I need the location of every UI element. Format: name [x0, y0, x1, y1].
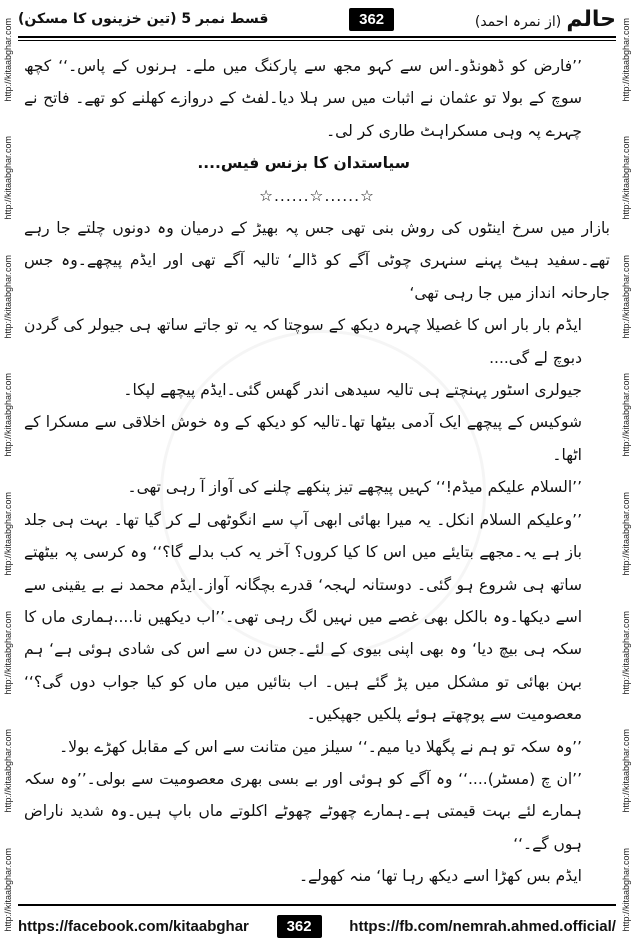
- page-footer: [18, 912, 616, 940]
- watermark-url: http://kitaabghar.com: [621, 136, 631, 220]
- footer-rule: [18, 904, 616, 906]
- paragraph: شوکیس کے پیچھے ایک آدمی بیٹھا تھا۔تالیہ کو دیکھ کے وہ خوش اخلاقی سے مسکرا کے اٹھا۔: [24, 413, 582, 464]
- facebook-link[interactable]: https://facebook.com/kitaabghar: [18, 917, 249, 935]
- watermark-url: http://kitaabghar.com: [621, 373, 631, 457]
- paragraph: ’’وعلیکم السلام انکل۔ یہ میرا بھائی ابھی آپ سے انگوٹھی لے کر گیا تھا۔ بہت ہی جلد باز ہے یہ۔مجھے بتایئے میں اس کا کیا کروں؟ آخر یہ کب بدلے گا؟‘‘ وہ کرسی پہ بیٹھتے ساتھ ہی شروع ہو گئی۔ دوستانہ لہجہ‘ قدرے بچگانہ آواز۔ایڈم محمد نے بے یقینی سے اسے دیکھا۔وہ بالکل بھی غصے میں نہیں لگ رہی تھی۔’’اب دیکھیں نا....ہماری ماں کا سکہ ہی بیچ دیا‘ وہ بھی اپنی بیوی کے لئے۔جس دن سے اس کی شادی ہوئی ہے‘ ہم بہن بھائی تو مشکل میں پڑ گئے ہیں۔ اب بتائیں میں ماں کو کیا جواب دوں گی؟‘‘ معصومیت سے پوچھتے ہوئے پلکیں جھپکیں۔: [24, 510, 582, 724]
- episode-label: قسط نمبر 5 (تین خزینوں کا مسکن): [18, 11, 269, 27]
- right-watermark-column: [618, 0, 634, 949]
- watermark-url: http://kitaabghar.com: [3, 17, 13, 102]
- watermark-url: http://kitaabghar.com: [3, 492, 13, 576]
- watermark-url: http://kitaabghar.com: [3, 254, 13, 339]
- header-page-number: 362: [349, 8, 394, 31]
- watermark-url: http://kitaabghar.com: [621, 492, 631, 576]
- watermark-url: http://kitaabghar.com: [3, 136, 13, 220]
- section-divider-stars: ☆......☆......☆: [259, 186, 375, 205]
- watermark-url: http://kitaabghar.com: [621, 847, 631, 932]
- paragraph: ایڈم بس کھڑا اسے دیکھ رہا تھا‘ منہ کھولے۔: [298, 867, 582, 886]
- author-fb-link[interactable]: https://fb.com/nemrah.ahmed.official/: [349, 917, 616, 935]
- header-rule-thin: [18, 40, 616, 41]
- paragraph: ’’ان چ (مسٹر)....‘‘ وہ آگے کو ہوئی اور بے بسی بھری معصومیت سے بولی۔’’وہ سکہ ہمارے لئے بہت قیمتی ہے۔ہمارے چھوٹے چھوٹے اکلوتے ماں باپ ہیں۔وہ شدید ناراض ہوں گے۔‘‘: [24, 769, 582, 853]
- paragraph: ’’فارض کو ڈھونڈو۔اس سے کہو مجھ سے پارکنگ میں ملے۔ ہرنوں کے پاس۔‘‘ کچھ سوچ کے بولا تو عثمان نے اثبات میں سر ہلا دیا۔لفٹ کے دروازے کھلنے کو تھے۔ فاتح نے چہرے پہ وہی مسکراہٹ طاری کر لی۔: [24, 57, 582, 140]
- page-body: [24, 50, 610, 890]
- watermark-url: http://kitaabghar.com: [3, 610, 13, 695]
- watermark-url: http://kitaabghar.com: [621, 610, 631, 695]
- watermark-url: http://kitaabghar.com: [3, 729, 13, 813]
- paragraph: ’’وہ سکہ تو ہم نے پگھلا دیا میم۔‘‘ سیلز مین متانت سے اس کے مقابل کھڑے بولا۔: [59, 737, 582, 756]
- watermark-url: http://kitaabghar.com: [621, 729, 631, 813]
- paragraph: ایڈم بار بار اس کا غصیلا چہرہ دیکھ کے سوچتا کہ یہ تو جاتے ساتھ ہی جیولر کی گردن دبوچ لے گی....: [24, 316, 582, 367]
- page-header: [18, 4, 616, 34]
- section-heading: سیاستدان کا بزنس فیس....: [197, 154, 410, 173]
- left-watermark-column: [0, 0, 16, 949]
- watermark-url: http://kitaabghar.com: [3, 847, 13, 932]
- paragraph: بازار میں سرخ اینٹوں کی روش بنی تھی جس پہ بھیڑ کے درمیان وہ دونوں چلتے جا رہے تھے۔سفید ہیٹ پہنے سنہری چوٹی آگے کو ڈالے‘ تالیہ آگے تھی اور ایڈم پیچھے۔وہ جس جارحانہ انداز میں جا رہی تھی‘: [24, 219, 610, 302]
- paragraph: جیولری اسٹور پہنچتے ہی تالیہ سیدھی اندر گھس گئی۔ایڈم پیچھے لپکا۔: [123, 381, 582, 400]
- watermark-url: http://kitaabghar.com: [621, 254, 631, 339]
- paragraph: ’’السلام علیکم میڈم!‘‘ کہیں پیچھے تیز پنکھے چلنے کی آواز آ رہی تھی۔: [127, 478, 582, 497]
- footer-page-number: 362: [277, 915, 322, 938]
- watermark-url: http://kitaabghar.com: [621, 17, 631, 102]
- watermark-url: http://kitaabghar.com: [3, 373, 13, 457]
- author-name: (از نمرہ احمد): [474, 13, 562, 30]
- novel-title-block: [475, 7, 616, 32]
- header-rule: [18, 36, 616, 38]
- novel-title: حالم: [566, 6, 616, 32]
